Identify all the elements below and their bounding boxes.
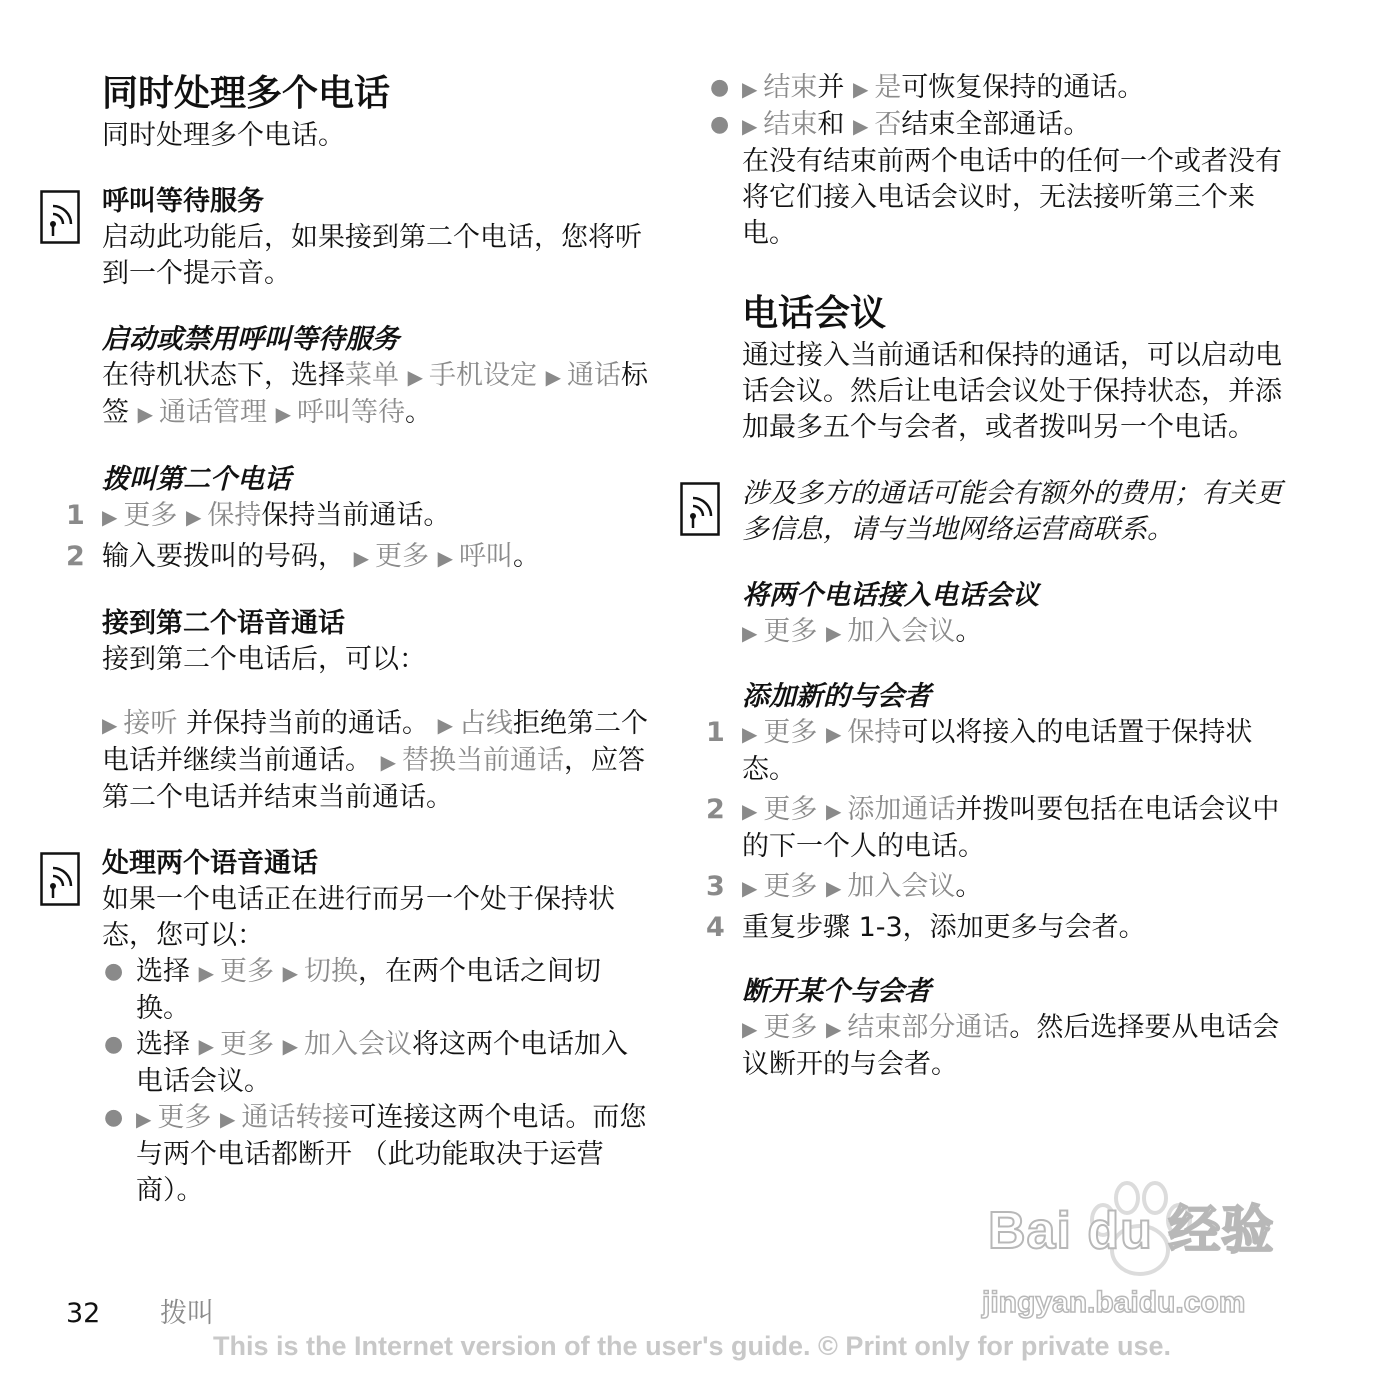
two-calls-heading: 处理两个语音通话 <box>102 848 318 879</box>
arrow-icon: ▶ <box>407 365 423 389</box>
step-item: 2 输入要拨叫的号码， ▶ 更多 ▶ 呼叫。 <box>66 541 540 572</box>
join-text: ▶ 更多 ▶ 加入会议。 <box>742 616 983 647</box>
page-number: 32 <box>66 1298 101 1329</box>
arrow-icon: ▶ <box>282 1034 298 1058</box>
network-service-icon <box>680 482 720 536</box>
add-participant-heading: 添加新的与会者 <box>742 681 931 712</box>
watermark-url: jingyan.baidu.com <box>982 1286 1246 1319</box>
two-calls-block <box>102 846 650 954</box>
bullet-icon: ● <box>104 1105 124 1130</box>
step-item: 1 ▶ 更多 ▶ 保持可以将接入的电话置于保持状态。 <box>706 717 1253 785</box>
step-item: 1 ▶ 更多 ▶ 保持保持当前通话。 <box>66 500 451 531</box>
arrow-icon: ▶ <box>852 77 869 101</box>
call-waiting-heading: 呼叫等待服务 <box>102 186 264 217</box>
list-item: ● ▶ 更多 ▶ 通话转接可连接这两个电话。而您与两个电话都断开 （此功能取决于运营商）。 <box>104 1102 647 1206</box>
bullet-icon: ● <box>104 959 124 984</box>
network-service-icon <box>40 190 80 244</box>
release-text: ▶ 更多 ▶ 结束部分通话。然后选择要从电话会议断开的与会者。 <box>742 1012 1280 1080</box>
two-calls-text: 如果一个电话正在进行而另一个处于保持状态，您可以： <box>102 884 615 951</box>
right-column <box>706 70 1302 1083</box>
arrow-icon: ▶ <box>825 621 842 645</box>
add-participant-steps <box>706 715 1302 946</box>
end-call-options <box>708 70 1302 144</box>
list-item: ● 选择 ▶ 更多 ▶ 加入会议将这两个电话加入电话会议。 <box>104 1029 628 1097</box>
section-title: 同时处理多个电话 <box>102 73 391 114</box>
arrow-icon: ▶ <box>437 546 453 570</box>
release-heading: 断开某个与会者 <box>742 976 931 1007</box>
arrow-icon: ▶ <box>380 750 396 774</box>
second-call-steps <box>66 498 650 576</box>
receive-options-text: ▶ 接听 并保持当前的通话。 ▶ 占线拒绝第二个电话并继续当前通话。 ▶ 替换当前通话，应答第二个电话并结束当前通话。 <box>102 708 648 813</box>
disclaimer: This is the Internet version of the user's guide. © Print only for private use. <box>213 1331 1171 1361</box>
step-item: 3 ▶ 更多 ▶ 加入会议。 <box>706 871 983 902</box>
menu-item: 菜单 <box>345 360 399 391</box>
arrow-icon: ▶ <box>742 114 758 138</box>
list-item: ● ▶ 结束并 ▶ 是可恢复保持的通话。 <box>742 70 1302 107</box>
arrow-icon: ▶ <box>137 402 153 426</box>
arrow-icon: ▶ <box>185 505 202 529</box>
arrow-icon: ▶ <box>102 713 118 737</box>
bullet-icon: ● <box>710 75 730 100</box>
arrow-icon: ▶ <box>825 876 842 900</box>
arrow-icon: ▶ <box>219 1107 236 1131</box>
arrow-icon: ▶ <box>825 1017 842 1041</box>
bullet-icon: ● <box>104 1032 124 1057</box>
arrow-icon: ▶ <box>825 799 842 823</box>
enable-waiting-heading: 启动或禁用呼叫等待服务 <box>102 324 399 355</box>
list-item: ● 选择 ▶ 更多 ▶ 切换，在两个电话之间切换。 <box>104 956 601 1024</box>
arrow-icon: ▶ <box>742 722 758 746</box>
arrow-icon: ▶ <box>353 546 369 570</box>
step-item: 2 ▶ 更多 ▶ 添加通话并拨叫要包括在电话会议中的下一个人的电话。 <box>706 794 1280 862</box>
arrow-icon: ▶ <box>275 402 291 426</box>
left-column <box>66 70 650 1209</box>
call-waiting-block <box>102 184 650 292</box>
step-item: 4 重复步骤 1-3，添加更多与会者。 <box>706 912 1146 943</box>
section-name: 拨叫 <box>160 1298 214 1329</box>
conference-title: 电话会议 <box>742 293 887 334</box>
arrow-icon: ▶ <box>742 77 758 101</box>
two-calls-options <box>102 954 650 1209</box>
conference-text: 通过接入当前通话和保持的通话，可以启动电话会议。然后让电话会议处于保持状态，并添加最多五个与会者，或者拨叫另一个电话。 <box>742 340 1282 443</box>
arrow-icon: ▶ <box>852 114 869 138</box>
arrow-icon: ▶ <box>545 365 561 389</box>
section-intro: 同时处理多个电话。 <box>102 120 345 151</box>
receive-second-heading: 接到第二个语音通话 <box>102 608 345 639</box>
list-item: ● ▶ 结束和 ▶ 否结束全部通话。 <box>742 107 1302 144</box>
arrow-icon: ▶ <box>742 876 758 900</box>
arrow-icon: ▶ <box>437 713 453 737</box>
bullet-icon: ● <box>710 112 730 137</box>
call-waiting-text: 启动此功能后，如果接到第二个电话，您将听到一个提示音。 <box>102 222 642 289</box>
third-call-text: 在没有结束前两个电话中的任何一个或者没有将它们接入电话会议时，无法接听第三个来电。 <box>742 146 1282 249</box>
enable-waiting-text: 在待机状态下，选择菜单 ▶ 手机设定 ▶ 通话标签 ▶ 通话管理 ▶ 呼叫等待。 <box>102 360 648 428</box>
watermark-brand: Bai du 经验 <box>988 1202 1275 1260</box>
arrow-icon: ▶ <box>198 1034 214 1058</box>
arrow-icon: ▶ <box>825 722 842 746</box>
receive-second-text: 接到第二个电话后，可以： <box>102 644 426 675</box>
arrow-icon: ▶ <box>282 961 298 985</box>
join-heading: 将两个电话接入电话会议 <box>742 580 1039 611</box>
arrow-icon: ▶ <box>102 505 118 529</box>
arrow-icon: ▶ <box>198 961 214 985</box>
arrow-icon: ▶ <box>136 1107 152 1131</box>
second-call-heading: 拨叫第二个电话 <box>102 464 291 495</box>
arrow-icon: ▶ <box>742 621 758 645</box>
network-service-icon <box>40 852 80 906</box>
conference-note-text: 涉及多方的通话可能会有额外的费用；有关更多信息，请与当地网络运营商联系。 <box>742 478 1282 545</box>
arrow-icon: ▶ <box>742 1017 758 1041</box>
conference-note <box>742 476 1302 548</box>
arrow-icon: ▶ <box>742 799 758 823</box>
